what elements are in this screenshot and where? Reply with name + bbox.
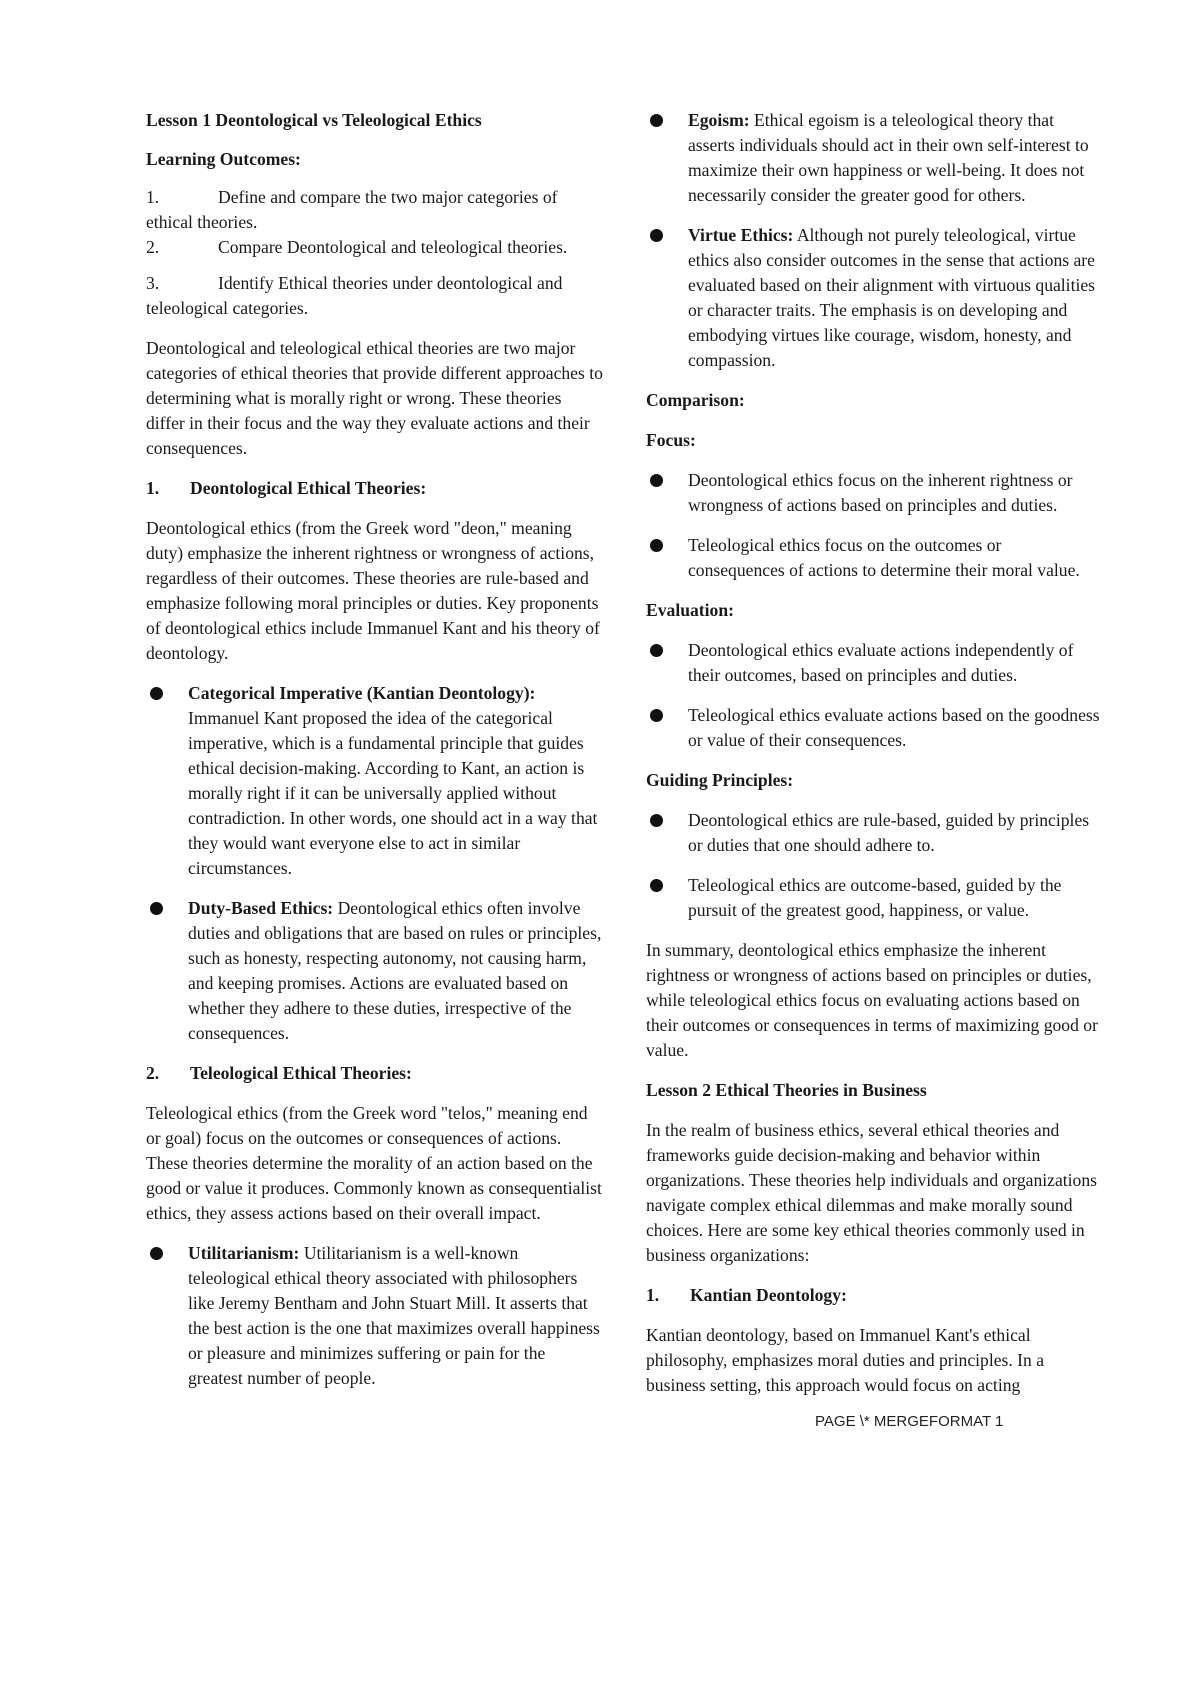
outcome-text: Compare Deontological and teleological theories.: [218, 237, 568, 257]
section-title: Teleological Ethical Theories:: [190, 1063, 412, 1083]
lesson-2-title: Lesson 2 Ethical Theories in Business: [646, 1080, 927, 1100]
bullet-item: [646, 638, 1100, 688]
focus-heading: Focus:: [646, 430, 696, 450]
section-number: 1.: [646, 1285, 660, 1305]
bullet-text: [188, 896, 604, 1046]
section-title: Deontological Ethical Theories:: [190, 478, 427, 498]
outcome-item: [146, 185, 604, 235]
kantian-paragraph: Kantian deontology, based on Immanuel Kant's ethical philosophy, emphasizes moral duties and principles. In a business setting, this approach would focus on acting: [646, 1325, 1045, 1395]
bullet-term: Virtue Ethics:: [688, 225, 794, 245]
learning-outcomes-list: [146, 185, 604, 321]
bullet-text: [188, 681, 604, 881]
bullet-item: [646, 873, 1100, 923]
bullet-term: Utilitarianism:: [188, 1243, 300, 1263]
bullet-icon: [646, 873, 688, 923]
bullet-text: Teleological ethics evaluate actions based on the goodness or value of their consequences.: [688, 705, 1100, 750]
bullet-text: [688, 223, 1100, 373]
section-heading-deontological: [146, 476, 604, 501]
right-column: [646, 108, 1100, 1413]
bullet-item: [646, 223, 1100, 373]
bullet-body: Ethical egoism is a teleological theory that asserts individuals should act in their own self-interest to maximize their own happiness or well-being. It does not necessarily consider the greater good for others.: [688, 110, 1089, 205]
bullet-item: [646, 533, 1100, 583]
lesson-1-title: Lesson 1 Deontological vs Teleological Ethics: [146, 110, 482, 130]
bullet-icon: [646, 808, 688, 858]
outcome-number: 1.: [146, 187, 160, 207]
bullet-text: Deontological ethics focus on the inherent rightness or wrongness of actions based on principles and duties.: [688, 470, 1073, 515]
bullet-item: [646, 703, 1100, 753]
section-title: Kantian Deontology:: [690, 1285, 847, 1305]
outcome-text: Identify Ethical theories under deontological and teleological categories.: [146, 273, 563, 318]
evaluation-heading: Evaluation:: [646, 600, 734, 620]
teleological-paragraph: Teleological ethics (from the Greek word "telos," meaning end or goal) focus on the outcomes or consequences of actions. These theories determine the morality of an action based on the good or value it produces. Commonly known as consequentialist ethics, they assess actions based on their overall impact.: [146, 1103, 602, 1223]
bullet-text: Teleological ethics focus on the outcomes or consequences of actions to determine their moral value.: [688, 535, 1080, 580]
bullet-icon: [646, 468, 688, 518]
lesson-2-intro: In the realm of business ethics, several ethical theories and frameworks guide decision-making and behavior within organizations. These theories help individuals and organizations navigate complex ethical dilemmas and make morally sound choices. Here are some key ethical theories commonly used in business organizations:: [646, 1120, 1097, 1265]
bullet-body: Deontological ethics often involve duties and obligations that are based on rules or principles, such as honesty, respecting autonomy, not causing harm, and keeping promises. Actions are evaluated based on whether they adhere to these duties, irrespective of the consequences.: [188, 898, 602, 1043]
bullet-item: [146, 681, 604, 881]
bullet-icon: [646, 703, 688, 753]
bullet-icon: [646, 638, 688, 688]
left-column: [146, 108, 604, 1406]
bullet-icon: [646, 108, 688, 208]
bullet-icon: [146, 681, 188, 881]
bullet-item: [146, 896, 604, 1046]
outcome-number: 3.: [146, 273, 160, 293]
summary-paragraph: In summary, deontological ethics emphasize the inherent rightness or wrongness of actions based on principles or duties, while teleological ethics focus on evaluating actions based on their outcomes or consequences in terms of maximizing good or value.: [646, 940, 1098, 1060]
comparison-heading: Comparison:: [646, 390, 745, 410]
bullet-icon: [646, 533, 688, 583]
page-number-field: PAGE \* MERGEFORMAT 1: [815, 1413, 1004, 1430]
outcome-item: [146, 271, 604, 321]
bullet-text: Deontological ethics evaluate actions independently of their outcomes, based on principles and duties.: [688, 640, 1074, 685]
section-heading-teleological: [146, 1061, 604, 1086]
learning-outcomes-heading: Learning Outcomes:: [146, 149, 301, 169]
bullet-text: [688, 108, 1100, 208]
bullet-term: Categorical Imperative (Kantian Deontology):: [188, 683, 536, 703]
bullet-icon: [646, 223, 688, 373]
section-heading-kantian: [646, 1283, 1100, 1308]
deontological-paragraph: Deontological ethics (from the Greek word "deon," meaning duty) emphasize the inherent rightness or wrongness of actions, regardless of their outcomes. These theories are rule-based and emphasize following moral principles or duties. Key proponents of deontological ethics include Immanuel Kant and his theory of deontology.: [146, 518, 600, 663]
outcome-text: Define and compare the two major categories of ethical theories.: [146, 187, 558, 232]
bullet-item: [646, 808, 1100, 858]
bullet-body: Although not purely teleological, virtue ethics also consider outcomes in the sense that actions are evaluated based on their alignment with virtuous qualities or character traits. The emphasis is on developing and embodying virtues like courage, wisdom, honesty, and compassion.: [688, 225, 1096, 370]
bullet-item: [646, 468, 1100, 518]
bullet-icon: [146, 896, 188, 1046]
bullet-text: [188, 1241, 604, 1391]
bullet-body: Utilitarianism is a well-known teleological ethical theory associated with philosophers like Jeremy Bentham and John Stuart Mill. It asserts that the best action is the one that maximizes overall happiness or pleasure and minimizes suffering or pain for the greatest number of people.: [188, 1243, 600, 1388]
bullet-term: Egoism:: [688, 110, 750, 130]
bullet-body: Immanuel Kant proposed the idea of the categorical imperative, which is a fundamental principle that guides ethical decision-making. According to Kant, an action is morally right if it can be universally applied without contradiction. In other words, one should act in a way that they would want everyone else to act in similar circumstances.: [188, 708, 598, 878]
intro-paragraph: Deontological and teleological ethical theories are two major categories of ethical theories that provide different approaches to determining what is morally right or wrong. These theories differ in their focus and the way they evaluate actions and their consequences.: [146, 338, 603, 458]
outcome-item: [146, 235, 604, 260]
section-number: 2.: [146, 1063, 160, 1083]
bullet-icon: [146, 1241, 188, 1391]
guiding-principles-heading: Guiding Principles:: [646, 770, 794, 790]
section-number: 1.: [146, 478, 160, 498]
bullet-item: [646, 108, 1100, 208]
bullet-text: Teleological ethics are outcome-based, guided by the pursuit of the greatest good, happiness, or value.: [688, 875, 1062, 920]
outcome-number: 2.: [146, 237, 160, 257]
bullet-term: Duty-Based Ethics:: [188, 898, 334, 918]
bullet-item: [146, 1241, 604, 1391]
bullet-text: Deontological ethics are rule-based, guided by principles or duties that one should adhere to.: [688, 810, 1090, 855]
